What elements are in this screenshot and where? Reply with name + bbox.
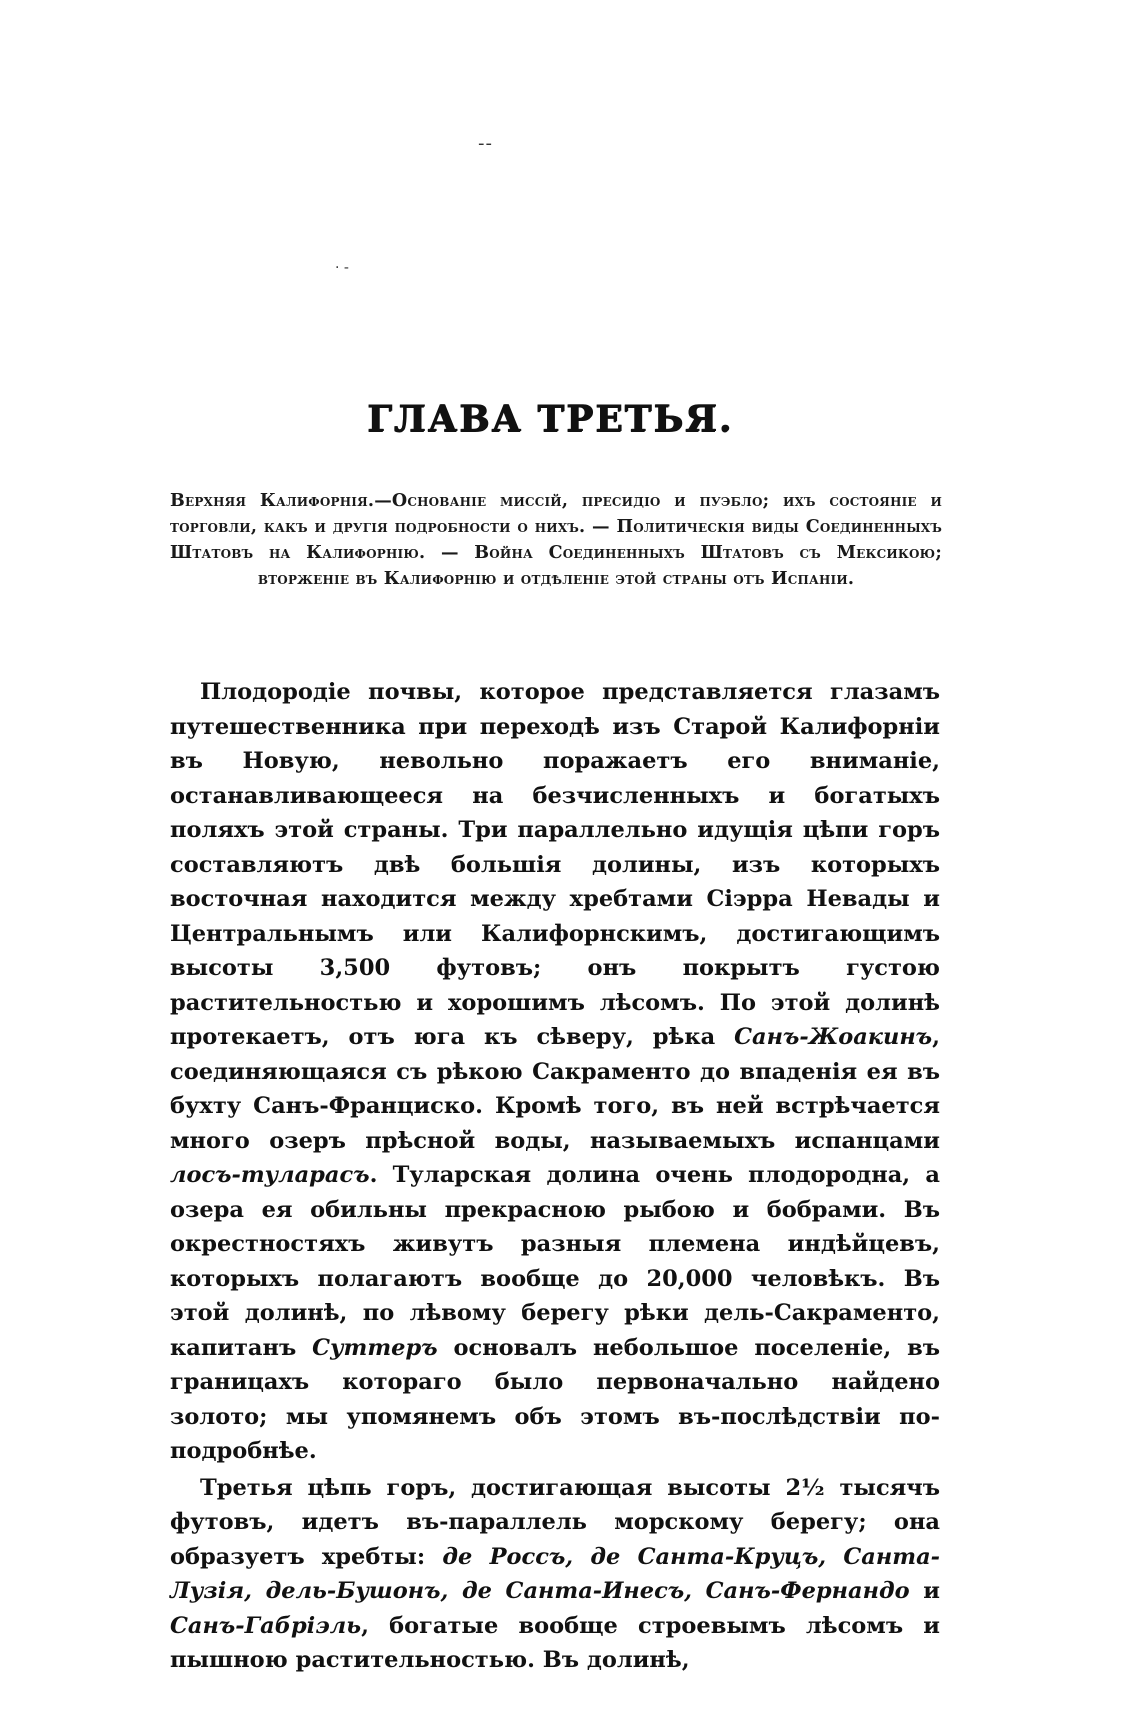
stray-mark-top: -- [478, 133, 493, 154]
paragraph-2-text-1: Третья цѣпь горъ, достигающая высоты 2½ тысячъ футовъ, идетъ въ-параллель морскому берегу; она образуетъ хребты: [170, 1474, 940, 1570]
paragraph-2 [170, 1471, 940, 1678]
chapter-title: ГЛАВА ТРЕТЬЯ. [366, 398, 734, 440]
chapter-summary: Верхняя Калифорнія.—Основаніе миссій, пресидіо и пуэбло; ихъ состояніе и торговли, какъ и другія подробности о нихъ. — Политическія виды Соединенныхъ Штатовъ на Калифорнію. — Война Соединенныхъ Штатовъ съ Мексикою; вторженіе въ Калифорнію и отдѣленіе этой страны отъ Испаніи. [170, 491, 942, 589]
paragraph-2-text-3: , богатые вообще строевымъ лѣсомъ и пышною растительностью. Въ долинѣ, [170, 1612, 940, 1673]
term-los-tularas: лосъ-туларасъ [170, 1162, 370, 1188]
paragraph-1-text-2: , соединяющаяся съ рѣкою Сакраменто до впаденія ея въ бухту Санъ-Франциско. Кромѣ того, въ ней встрѣчается много озеръ прѣсной воды, называемыхъ испанцами [170, 1024, 940, 1154]
river-name-san-joaquin: Санъ-Жоакинъ [734, 1024, 933, 1050]
paragraph-1-text-4: основалъ небольшое поселеніе, въ границахъ котораго было первоначально найдено золото; мы упомянемъ объ этомъ въ-послѣдствіи по-подробнѣе. [170, 1334, 940, 1464]
paragraph-1 [170, 675, 940, 1469]
stray-mark-mid: · - [335, 260, 349, 276]
paragraph-2-text-2: и [923, 1578, 940, 1604]
paragraph-1-text-1: Плодородіе почвы, которое представляется глазамъ путешественника при переходѣ изъ Старой Калифорніи въ Новую, невольно поражаетъ его вниманіе, останавливающееся на безчисленныхъ и богатыхъ поляхъ этой страны. Три параллельно идущія цѣпи горъ составляютъ двѣ большія долины, изъ которыхъ восточная находится между хребтами Сіэрра Невады и Центральнымъ или Калифорнскимъ, достигающимъ высоты 3,500 футовъ; онъ покрытъ густою растительностью и хорошимъ лѣсомъ. По этой долинѣ протекаетъ, отъ юга къ сѣверу, рѣка [170, 679, 940, 1050]
body-text [170, 675, 940, 1678]
ridge-san-gabriel: Санъ-Габріэль [170, 1612, 362, 1639]
paragraph-1-text-3: . Туларская долина очень плодородна, а озера ея обильны прекрасною рыбою и бобрами. Въ окрестностяхъ живутъ разныя племена индѣйцевъ, которыхъ полагаютъ вообще до 20,000 человѣкъ. Въ этой долинѣ, по лѣвому берегу рѣки дель-Сакраменто, капитанъ [170, 1162, 940, 1361]
ridge-names: де Россъ, де Санта-Круцъ, Санта-Лузія, дель-Бушонъ, де Санта-Инесъ, Санъ-Фернандо [170, 1543, 941, 1604]
person-sutter: Суттеръ [312, 1334, 438, 1361]
